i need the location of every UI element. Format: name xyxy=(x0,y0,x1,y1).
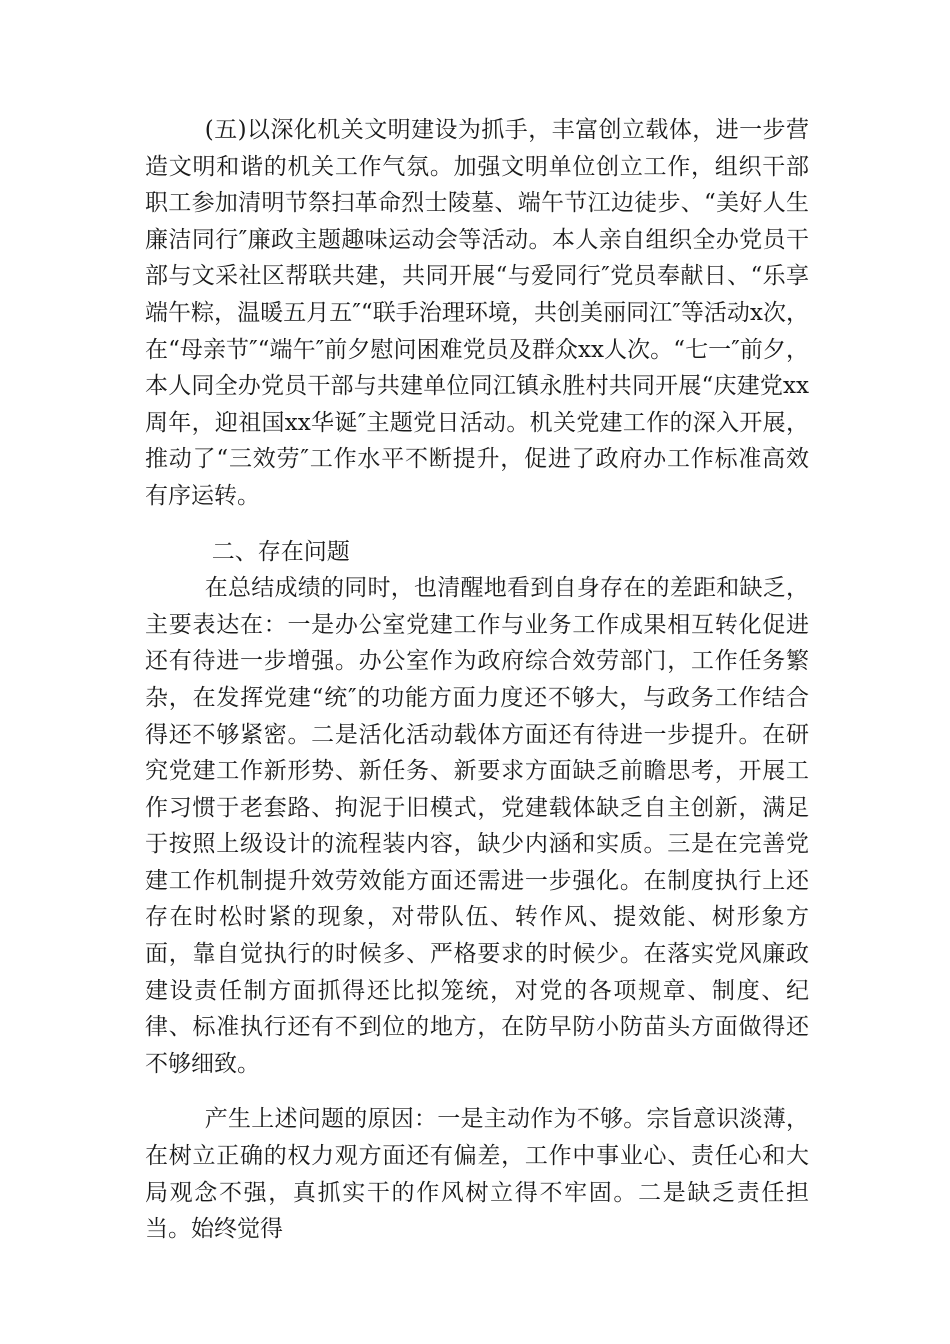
paragraph-problems: 在总结成绩的同时，也清醒地看到自身存在的差距和缺乏，主要表达在：一是办公室党建工作与业务工作成果相互转化促进还有待进一步增强。办公室作为政府综合效劳部门，工作任务繁杂，在发挥党建“统″的功能方面力度还不够大，与政务工作结合得还不够紧密。二是活化活动载体方面还有待进一步提升。在研究党建工作新形势、新任务、新要求方面缺乏前瞻思考，开展工作习惯于老套路、拘泥于旧模式，党建载体缺乏自主创新，满足于按照上级设计的流程装内容，缺少内涵和实质。三是在完善党建工作机制提升效劳效能方面还需进一步强化。在制度执行上还存在时松时紧的现象，对带队伍、转作风、提效能、树形象方面，靠自觉执行的时候多、严格要求的时候少。在落实党风廉政建设责任制方面抓得还比拟笼统，对党的各项规章、制度、纪律、标准执行还有不到位的地方，在防早防小防苗头方面做得还不够细致。 xyxy=(145,575,809,1077)
section-heading-existing-problems: 二、存在问题 xyxy=(211,538,350,565)
paragraph-civilization-building: (五)以深化机关文明建设为抓手，丰富创立载体，进一步营造文明和谐的机关工作气氛。加强文明单位创立工作，组织干部职工参加清明节祭扫革命烈士陵墓、端午节江边徒步、“美好人生廉洁同行″廉政主题趣味运动会等活动。本人亲自组织全办党员干部与文采社区帮联共建，共同开展“与爱同行″党员奉献日、“乐享端午粽，温暖五月五″“联手治理环境，共创美丽同江″等活动x次，在“母亲节″“端午″前夕慰问困难党员及群众xx人次。“七一″前夕，本人同全办党员干部与共建单位同江镇永胜村共同开展“庆建党xx周年，迎祖国xx华诞″主题党日活动。机关党建工作的深入开展，推动了“三效劳″工作水平不断提升，促进了政府办工作标准高效有序运转。 xyxy=(145,117,809,509)
document-body xyxy=(145,112,809,1248)
paragraph-causes: 产生上述问题的原因：一是主动作为不够。宗旨意识淡薄，在树立正确的权力观方面还有偏差，工作中事业心、责任心和大局观念不强，真抓实干的作风树立得不牢固。二是缺乏责任担当。始终觉得 xyxy=(145,1106,809,1243)
